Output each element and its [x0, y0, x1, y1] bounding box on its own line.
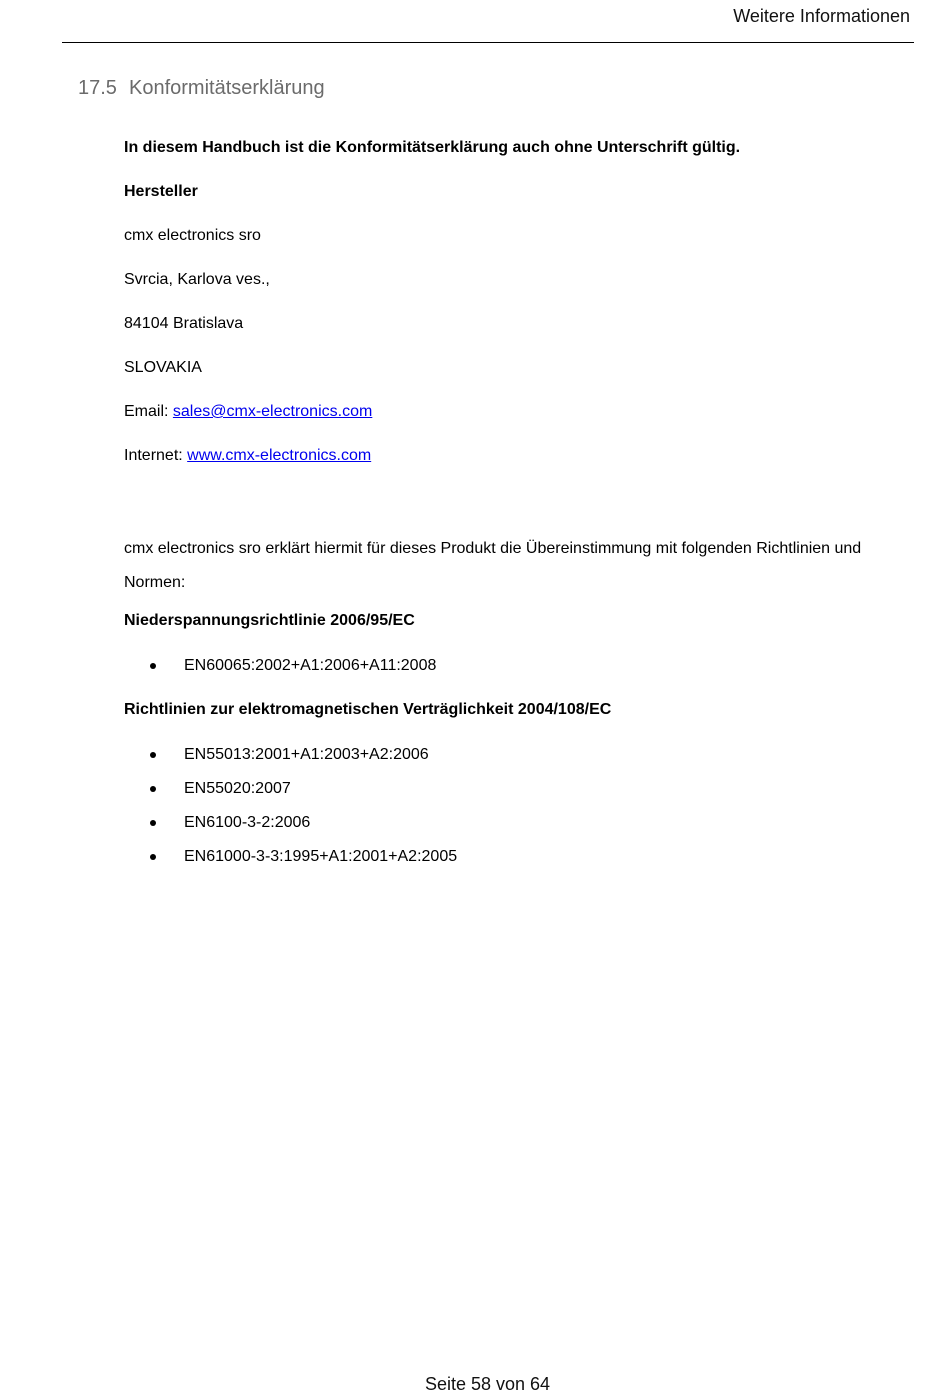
email-line	[124, 403, 372, 421]
internet-label: Internet:	[124, 447, 188, 464]
standard-code: EN61000-3-3:1995+A1:2001+A2:2005	[184, 848, 458, 865]
bullet-icon	[150, 820, 156, 826]
directive-heading: Niederspannungsrichtlinie 2006/95/EC	[124, 612, 415, 629]
manufacturer-street: Svrcia, Karlova ves.,	[124, 271, 270, 288]
declaration-paragraph: cmx electronics sro erklärt hiermit für dieses Produkt die Übereinstimmung mit folgenden Richtlinien und Normen:	[124, 540, 862, 591]
section-heading	[78, 77, 325, 100]
manufacturer-heading: Hersteller	[124, 183, 198, 200]
bullet-icon	[150, 663, 156, 669]
directive-heading: Richtlinien zur elektromagnetischen Verträglichkeit 2004/108/EC	[124, 701, 612, 718]
standard-code: EN55020:2007	[184, 780, 291, 797]
standard-code: EN55013:2001+A1:2003+A2:2006	[184, 746, 429, 763]
standard-code: EN6100-3-2:2006	[184, 814, 311, 831]
section-title: Konformitätserklärung	[129, 77, 325, 99]
bullet-icon	[150, 786, 156, 792]
manufacturer-city: 84104 Bratislava	[124, 315, 244, 332]
standard-code: EN60065:2002+A1:2006+A11:2008	[184, 657, 437, 674]
section-number: 17.5	[78, 77, 117, 99]
bullet-icon	[150, 752, 156, 758]
page-number: Seite 58 von 64	[424, 1374, 551, 1394]
manufacturer-country: SLOVAKIA	[124, 359, 202, 376]
email-link[interactable]: sales@cmx-electronics.com	[172, 403, 373, 420]
intro-statement: In diesem Handbuch ist die Konformitätserklärung auch ohne Unterschrift gültig.	[124, 139, 741, 156]
manufacturer-name: cmx electronics sro	[124, 227, 261, 244]
internet-line	[124, 447, 371, 465]
running-header: Weitere Informationen	[733, 6, 910, 26]
header-divider	[62, 42, 914, 43]
bullet-icon	[150, 854, 156, 860]
website-link[interactable]: www.cmx-electronics.com	[187, 447, 372, 464]
email-label: Email:	[124, 403, 173, 420]
